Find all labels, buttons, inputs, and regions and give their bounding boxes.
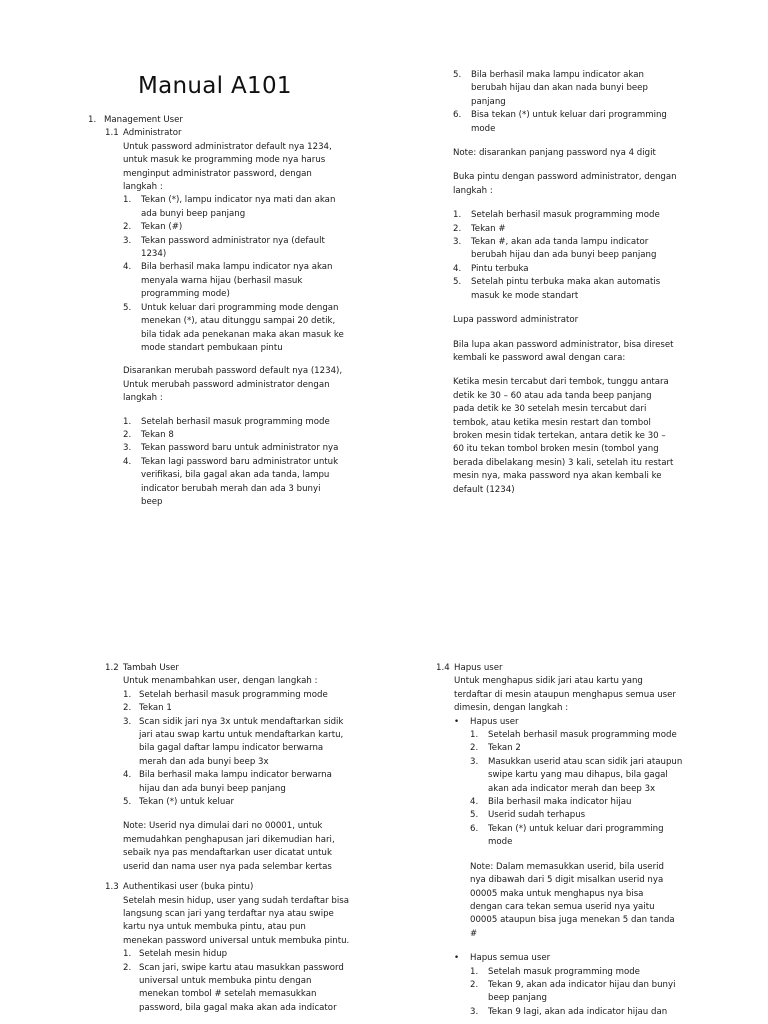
list-item: 2. Tekan (#) bbox=[123, 222, 183, 233]
list-item: 4. Tekan lagi password baru administrator untuk verifikasi, bila gagal akan ada tanda, lampu indicator berubah merah dan ada 3 bunyi beep bbox=[123, 456, 339, 507]
s12-intro: Untuk menambahkan user, dengan langkah : bbox=[123, 676, 318, 687]
section-title: Management User bbox=[104, 115, 183, 125]
s11-steps bbox=[123, 194, 378, 355]
right-top-steps bbox=[453, 69, 753, 136]
list-item: 5. Userid sudah terhapus bbox=[470, 810, 586, 821]
s11-change-intro: Disarankan merubah password default nya (1234), Untuk merubah password administrator dengan langkah : bbox=[123, 366, 343, 404]
list-item: 3. Tekan password baru untuk administrator nya bbox=[123, 443, 339, 454]
list-item: 2. Tekan 2 bbox=[470, 743, 521, 754]
section-title: Authentikasi user (buka pintu) bbox=[123, 882, 254, 893]
section-1-2-heading bbox=[105, 662, 390, 675]
section-number: 1. bbox=[88, 115, 97, 125]
list-item: 2. Tekan # bbox=[453, 223, 506, 234]
list-item: 1. Setelah berhasil masuk programming mode bbox=[123, 416, 330, 427]
section-title: Tambah User bbox=[123, 663, 179, 673]
left-column-top bbox=[88, 114, 378, 509]
bullet-icon: • bbox=[454, 953, 460, 964]
section-number: 1.3 bbox=[105, 882, 119, 893]
open-intro: Buka pintu dengan password administrator, dengan langkah : bbox=[453, 172, 677, 196]
s12-note: Note: Userid nya dimulai dari no 00001, untuk memudahkan penghapusan jari dikemudian hari, sebaik nya pas mendaftarkan user dicatat untuk userid dan nama user nya pada selembar kertas bbox=[123, 821, 335, 872]
list-item: 2. Tekan 9, akan ada indicator hijau dan bunyi beep panjang bbox=[470, 979, 676, 1004]
note-password: Note: disarankan panjang password nya 4 digit bbox=[453, 148, 656, 159]
s14-note: Note: Dalam memasukkan userid, bila userid nya dibawah dari 5 digit misalkan userid nya 00005 maka untuk menghapus nya bisa dengan cara tekan semua userid nya yaitu 00005 ataupun bisa juga menekan 5 dan tanda # bbox=[470, 861, 675, 939]
s12-steps bbox=[123, 689, 390, 810]
list-item: 1. Setelah berhasil masuk programming mode bbox=[123, 689, 328, 700]
list-item: 3. Masukkan userid atau scan sidik jari ataupun swipe kartu yang mau dihapus, bila gagal akan ada indicator merah dan beep 3x bbox=[470, 756, 683, 794]
list-item: 5. Setelah pintu terbuka maka akan automatis masuk ke mode standart bbox=[453, 277, 661, 301]
list-item: 6. Tekan (*) untuk keluar dari programming mode bbox=[470, 823, 664, 848]
list-item: 2. Tekan 1 bbox=[123, 703, 172, 714]
forgot-body: Ketika mesin tercabut dari tembok, tunggu antara detik ke 30 – 60 atau ada tanda beep panjang pada detik ke 30 setelah mesin tercabut dari tembok, atau ketika mesin restart dan tombol broken mesin tidak tertekan, antara detik ke 30 – 60 itu tekan tombol broken mesin (tombol yang berada dibelakang mesin) 3 kali, setelah itu restart mesin nya, maka password nya akan kembali ke default (1234) bbox=[453, 377, 674, 495]
list-item: 3. Scan sidik jari nya 3x untuk mendaftarkan sidik jari atau swap kartu untuk mendaftarkan kartu, bila gagal daftar lampu indicator berwarna merah dan ada bunyi beep 3x bbox=[123, 716, 344, 767]
s14-intro: Untuk menghapus sidik jari atau kartu yang terdaftar di mesin ataupun menghapus semua user dimesin, dengan langkah : bbox=[454, 676, 676, 714]
section-1-heading bbox=[88, 114, 378, 127]
list-item: 1. Setelah berhasil masuk programming mode bbox=[470, 730, 677, 741]
section-number: 1.4 bbox=[436, 663, 450, 673]
right-column-top bbox=[453, 69, 753, 497]
open-steps bbox=[453, 209, 753, 303]
section-1-1-heading bbox=[105, 127, 378, 140]
section-number: 1.2 bbox=[105, 663, 119, 673]
page-title: Manual A101 bbox=[138, 73, 292, 99]
s14-b2-steps bbox=[454, 966, 756, 1020]
bullet-hapus-semua-user: • Hapus semua user bbox=[454, 952, 756, 965]
section-1-3-heading bbox=[105, 881, 390, 894]
forgot-intro: Bila lupa akan password administrator, bisa direset kembali ke password awal dengan cara: bbox=[453, 339, 674, 363]
section-number: 1.1 bbox=[105, 128, 119, 139]
forgot-title: Lupa password administrator bbox=[453, 315, 579, 326]
list-item: 6. Bisa tekan (*) untuk keluar dari programming mode bbox=[453, 110, 667, 134]
list-item: 3. Tekan #, akan ada tanda lampu indicator berubah hijau dan ada bunyi beep panjang bbox=[453, 237, 657, 261]
list-item: 1. Tekan (*), lampu indicator nya mati dan akan ada bunyi beep panjang bbox=[123, 195, 336, 219]
list-item: 1. Setelah masuk programming mode bbox=[470, 966, 640, 977]
list-item: 5. Tekan (*) untuk keluar bbox=[123, 797, 235, 808]
list-item: 5. Bila berhasil maka lampu indicator akan berubah hijau dan akan nada bunyi beep panjang bbox=[453, 70, 648, 107]
list-item: 4. Pintu terbuka bbox=[453, 263, 529, 274]
list-item: 4. Bila berhasil maka lampu indicator nya akan menyala warna hijau (berhasil masuk programming mode) bbox=[123, 262, 333, 300]
list-item: 2. Scan jari, swipe kartu atau masukkan password universal untuk membuka pintu dengan menekan tombol # setelah memasukkan password, bila gagal maka akan ada indicator bbox=[123, 962, 344, 1013]
section-1-4-heading bbox=[436, 662, 756, 675]
s13-intro: Setelah mesin hidup, user yang sudah terdaftar bisa langsung scan jari yang terdaftar nya atau swipe kartu nya untuk membuka pintu, atau pun menekan password universal untuk membuka pintu. bbox=[123, 895, 350, 946]
s14-b1-steps bbox=[454, 729, 756, 941]
s11-change-steps bbox=[123, 416, 378, 510]
list-item: 3. Tekan password administrator nya (default 1234) bbox=[123, 235, 325, 260]
bullet-hapus-user: • Hapus user bbox=[454, 716, 756, 729]
list-item: 4. Bila berhasil maka lampu indicator berwarna hijau dan ada bunyi beep panjang bbox=[123, 770, 332, 794]
section-title: Hapus user bbox=[454, 663, 503, 673]
list-item: 4. Bila berhasil maka indicator hijau bbox=[470, 797, 632, 808]
list-item: 1. Setelah mesin hidup bbox=[123, 949, 228, 960]
section-title: Administrator bbox=[123, 128, 182, 139]
right-column-bottom bbox=[436, 662, 756, 1019]
list-item: 1. Setelah berhasil masuk programming mode bbox=[453, 210, 660, 221]
bullet-icon: • bbox=[454, 716, 460, 727]
list-item: 5. Untuk keluar dari programming mode dengan menekan (*), atau ditunggu sampai 20 detik, bila tidak ada penekanan maka akan masuk ke mode standart pembukaan pintu bbox=[123, 302, 344, 353]
left-column-bottom bbox=[105, 662, 390, 1015]
s11-intro: Untuk password administrator default nya 1234, untuk masuk ke programming mode nya harus menginput administrator password, dengan langkah : bbox=[123, 141, 332, 193]
s13-steps bbox=[123, 948, 390, 1015]
list-item: 2. Tekan 8 bbox=[123, 429, 174, 440]
list-item: 3. Tekan 9 lagi, akan ada indicator hijau dan bbox=[470, 1006, 668, 1017]
